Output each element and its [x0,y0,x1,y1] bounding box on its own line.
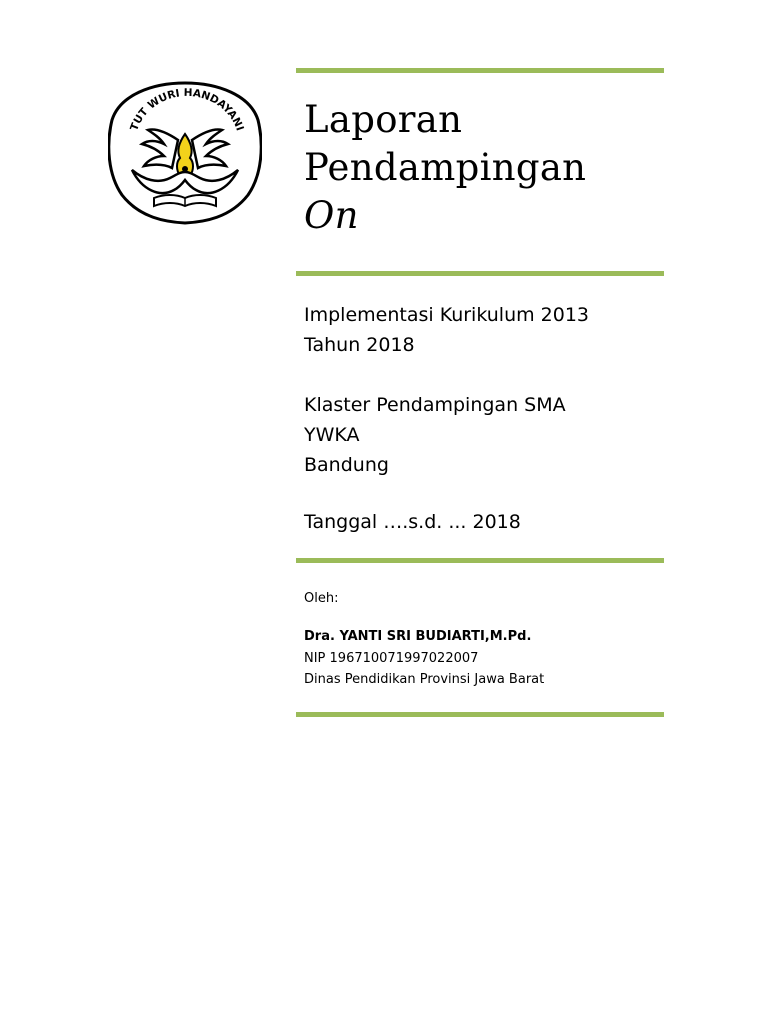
author-nip: NIP 196710071997022007 [304,651,479,666]
author-name: Dra. YANTI SRI BUDIARTI,M.Pd. [304,629,532,644]
cluster-line-2: YWKA [304,424,360,446]
author-bottom-rule [296,712,664,717]
subtitle-block [304,300,589,360]
cluster-line-1: Klaster Pendampingan SMA [304,394,566,416]
title-line-1: Laporan [304,98,463,141]
cluster-line-3: Bandung [304,454,389,476]
title-line-3: On [304,194,359,237]
author-office: Dinas Pendidikan Provinsi Jawa Barat [304,672,545,687]
info-bottom-rule [296,558,664,563]
title-line-2: Pendampingan [304,146,587,189]
cluster-block [304,390,566,480]
subtitle-line-1: Implementasi Kurikulum 2013 [304,304,590,326]
report-title [304,96,586,240]
top-rule [296,68,664,73]
date-text: Tanggal ….s.d. ... 2018 [304,511,521,533]
title-bottom-rule [296,271,664,276]
date-line [304,507,521,537]
tut-wuri-handayani-logo [108,80,262,226]
logo-motto: TUT WURI HANDAYANI [128,86,246,133]
subtitle-line-2: Tahun 2018 [304,334,415,356]
author-label: Oleh: [304,591,339,606]
